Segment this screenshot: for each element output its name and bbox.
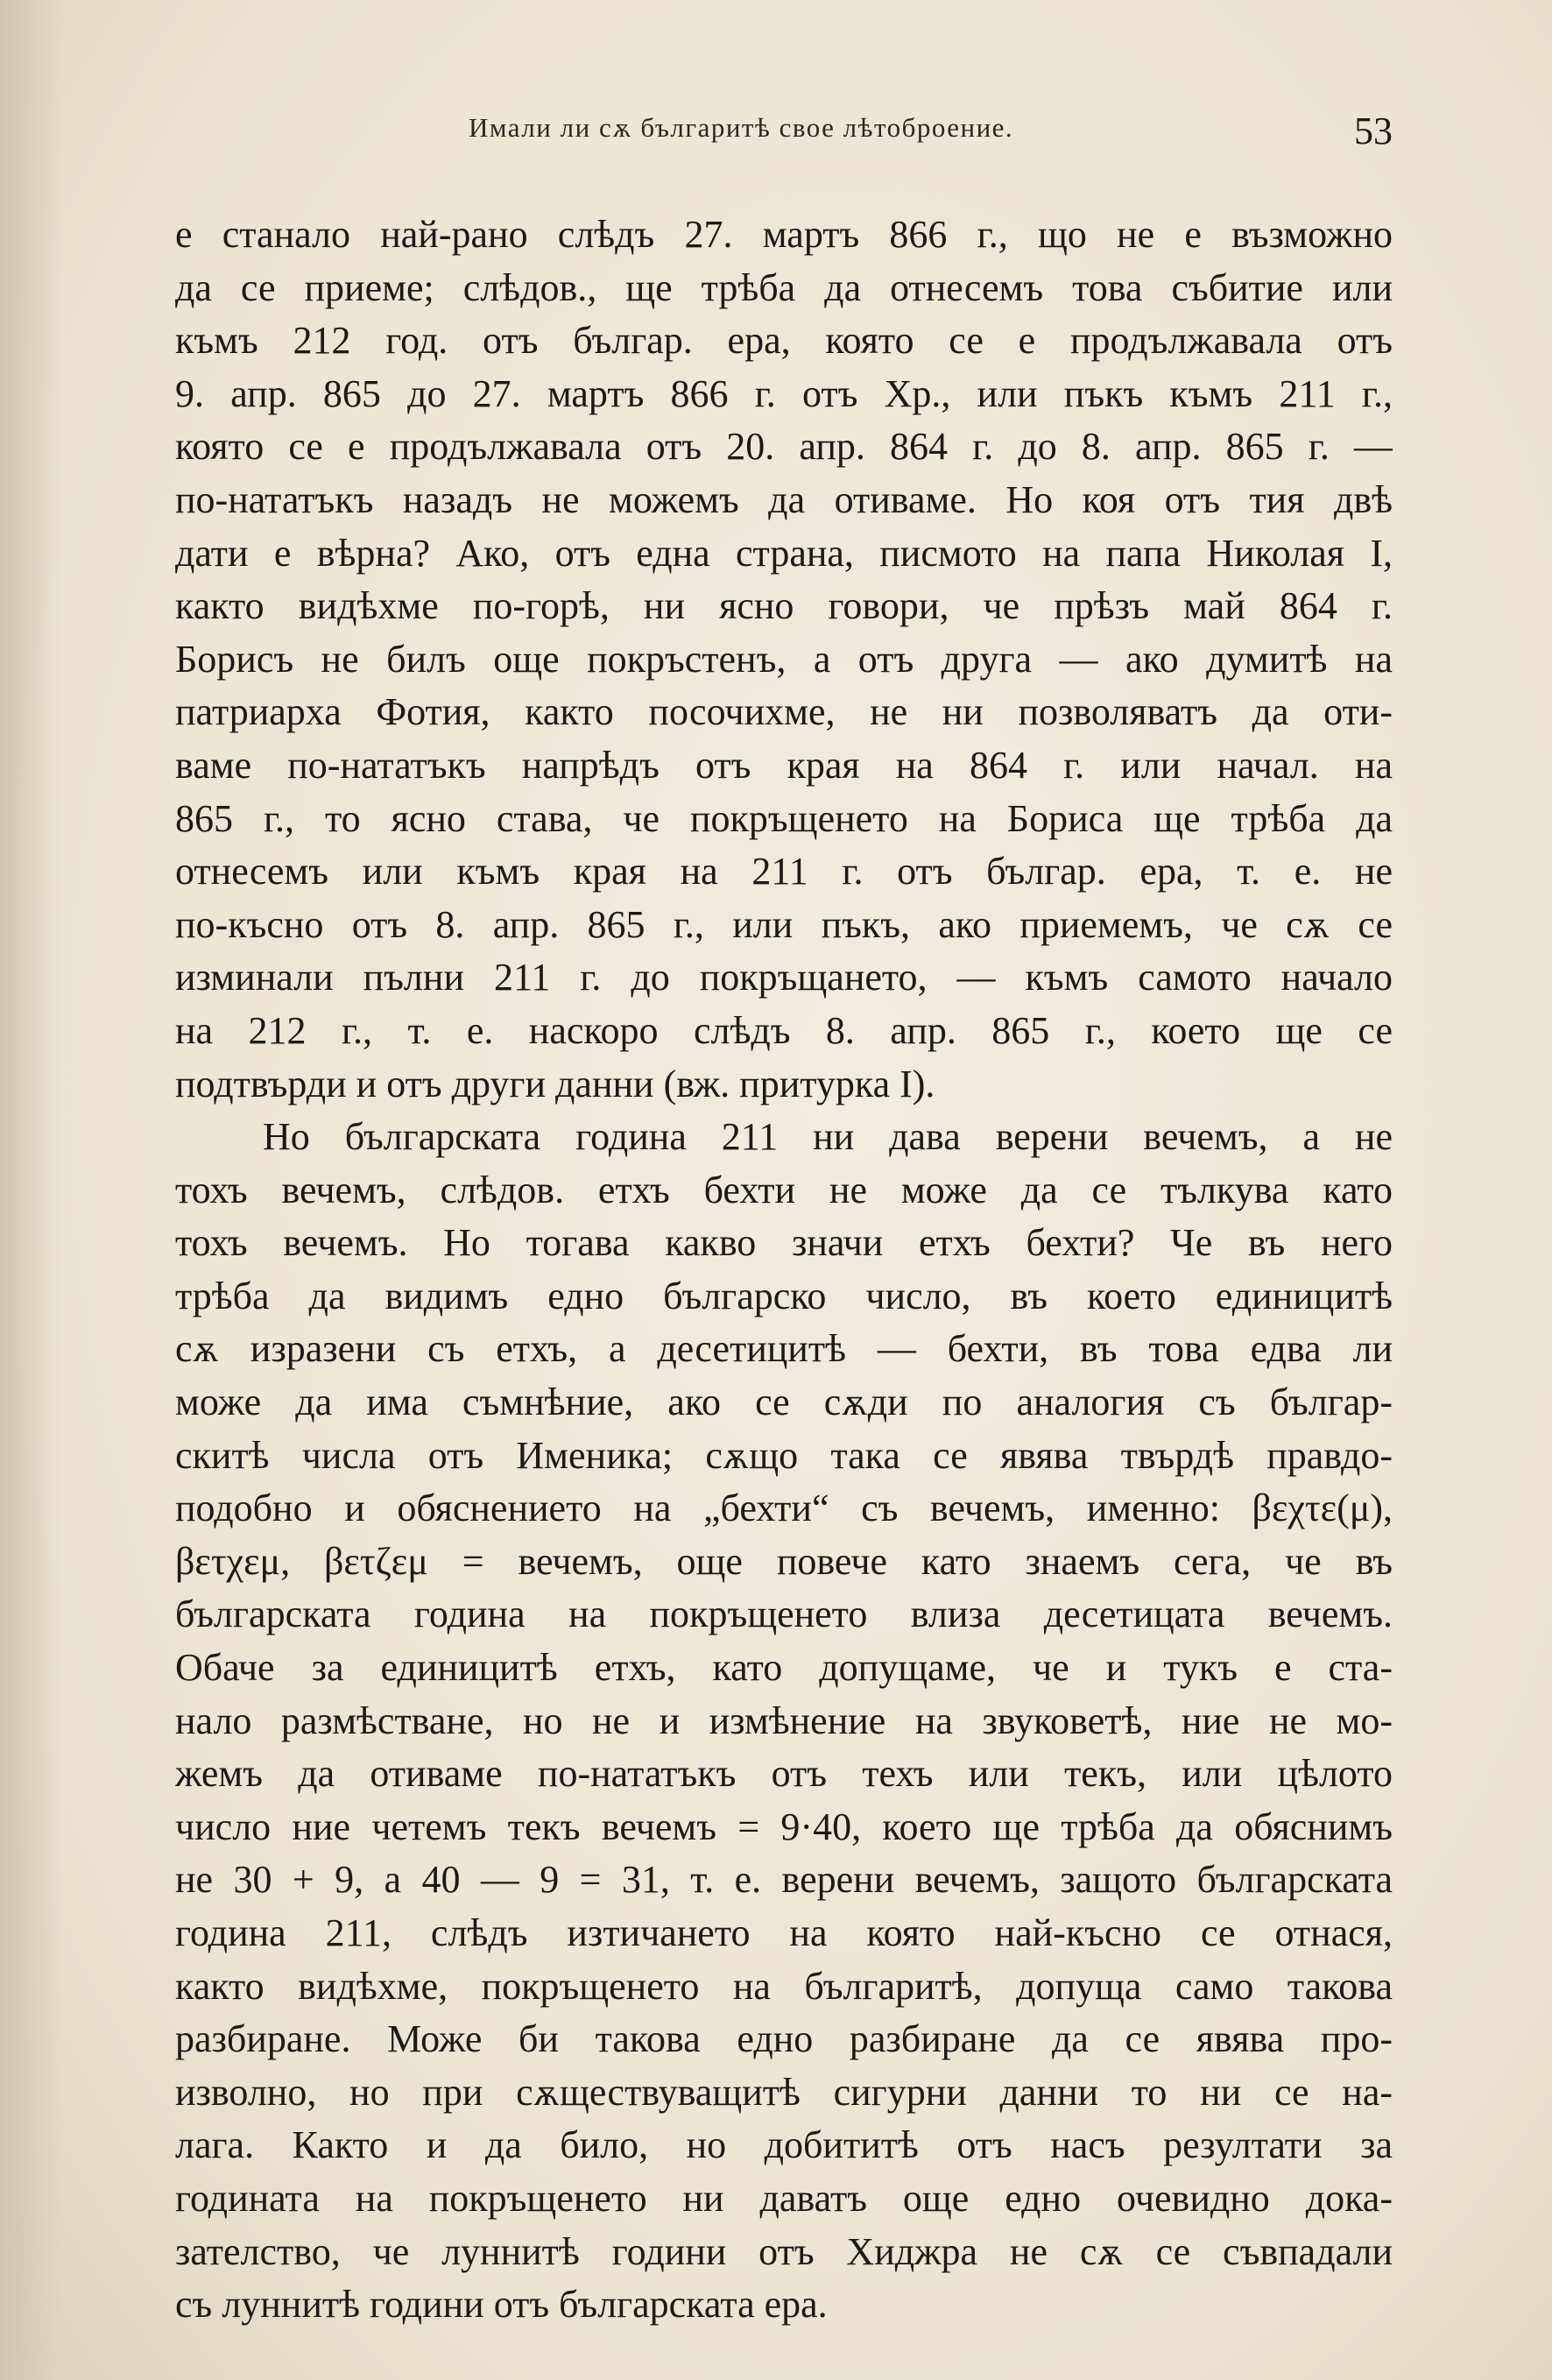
- text-line: на 212 г., т. е. наскоро слѣдъ 8. апр. 865 г., което ще се: [175, 1008, 1393, 1052]
- text-line: година 211, слѣдъ изтичането на която най-късно се отнася,: [175, 1911, 1393, 1954]
- text-line: разбиране. Може би такова едно разбиране да се явява про-: [175, 2017, 1393, 2061]
- text-line: по-късно отъ 8. апр. 865 г., или пъкъ, ако приемемъ, че сѫ се: [175, 902, 1393, 946]
- text-line: изминали пълни 211 г. до покръщането, — къмъ самото начало: [175, 956, 1393, 999]
- text-line: дати е вѣрна? Ако, отъ една страна, писмото на папа Николая I,: [175, 531, 1393, 575]
- text-line: сѫ изразени съ етхъ, а десетицитѣ — бехти, въ това едва ли: [175, 1327, 1393, 1371]
- text-line: жемъ да отиваме по-нататъкъ отъ техъ или текъ, или цѣлото: [175, 1752, 1393, 1796]
- text-line: Обаче за единицитѣ етхъ, като допущаме, че и тукъ е ста-: [175, 1646, 1393, 1690]
- text-line: да се приеме; слѣдов., ще трѣба да отнесемъ това събитие или: [175, 265, 1393, 309]
- text-line: може да има съмнѣние, ако се сѫди по аналогия съ българ-: [175, 1381, 1393, 1424]
- text-line: изволно, но при сѫществуващитѣ сигурни данни то ни се на-: [175, 2070, 1393, 2114]
- text-line: подобно и обяснението на „бехти“ съ вечемъ, именно: βεχτε(μ),: [175, 1487, 1393, 1530]
- text-line: отнесемъ или къмъ края на 211 г. отъ българ. ера, т. е. не: [175, 850, 1393, 893]
- text-line: която се е продължавала отъ 20. апр. 864 г. до 8. апр. 865 г. —: [175, 425, 1393, 469]
- text-line: Борисъ не билъ още покръстенъ, а отъ друга — ако думитѣ на: [175, 637, 1393, 681]
- text-line: годината на покръщенето ни даватъ още едно очевидно дока-: [175, 2176, 1393, 2220]
- text-line: нало размѣстване, но не и измѣнение на звуковетѣ, ние не мо-: [175, 1698, 1393, 1742]
- running-title: Имали ли сѫ българитѣ свое лѣтоброение.: [469, 112, 1014, 143]
- paragraph-start-line: Но българската година 211 ни дава верени вечемъ, а не: [263, 1115, 1393, 1159]
- text-line: не 30 + 9, а 40 — 9 = 31, т. е. верени вечемъ, защото българската: [175, 1858, 1393, 1902]
- text-line: βετχεμ, βετζεμ = вечемъ, още повече като знаемъ сега, че въ: [175, 1539, 1393, 1583]
- text-line: 865 г., то ясно става, че покръщенето на Бориса ще трѣба да: [175, 796, 1393, 840]
- text-line: както видѣхме, покръщенето на българитѣ, допуща само такова: [175, 1964, 1393, 2008]
- page-number: 53: [1354, 109, 1393, 152]
- page-gutter-shadow: [0, 0, 61, 2380]
- page-header: [175, 109, 1393, 165]
- text-line: патриарха Фотия, както посочихме, не ни позволяватъ да оти-: [175, 690, 1393, 734]
- body-text: [175, 208, 1393, 2332]
- text-line: както видѣхме по-горѣ, ни ясно говори, че прѣзъ май 864 г.: [175, 584, 1393, 628]
- text-line: лага. Както и да било, но добититѣ отъ насъ резултати за: [175, 2123, 1393, 2167]
- paragraph-end-line: съ луннитѣ години отъ българската ера.: [175, 2283, 828, 2327]
- paragraph-end-line: подтвърди и отъ други данни (вж. притурка I).: [175, 1062, 935, 1105]
- text-line: къмъ 212 год. отъ българ. ера, която се е продължавала отъ: [175, 319, 1393, 363]
- text-line: е станало най-рано слѣдъ 27. мартъ 866 г., що не е възможно: [175, 213, 1393, 256]
- text-line: тохъ вечемъ. Но тогава какво значи етхъ бехти? Че въ него: [175, 1221, 1393, 1265]
- text-line: по-нататъкъ назадъ не можемъ да отиваме. Но коя отъ тия двѣ: [175, 477, 1393, 521]
- text-line: скитѣ числа отъ Именика; сѫщо така се явява твърдѣ правдо-: [175, 1433, 1393, 1477]
- text-line: тохъ вечемъ, слѣдов. етхъ бехти не може да се тълкува като: [175, 1168, 1393, 1211]
- text-line: 9. апр. 865 до 27. мартъ 866 г. отъ Хр., или пъкъ къмъ 211 г.,: [175, 371, 1393, 415]
- text-line: зателство, че луннитѣ години отъ Хиджра не сѫ се съвпадали: [175, 2229, 1393, 2273]
- text-line: българската година на покръщенето влиза десетицата вечемъ.: [175, 1593, 1393, 1636]
- text-line: трѣба да видимъ едно българско число, въ което единицитѣ: [175, 1274, 1393, 1317]
- text-line: число ние четемъ текъ вечемъ = 9·40, което ще трѣба да обяснимъ: [175, 1804, 1393, 1848]
- text-line: ваме по-нататъкъ напрѣдъ отъ края на 864 г. или начал. на: [175, 743, 1393, 787]
